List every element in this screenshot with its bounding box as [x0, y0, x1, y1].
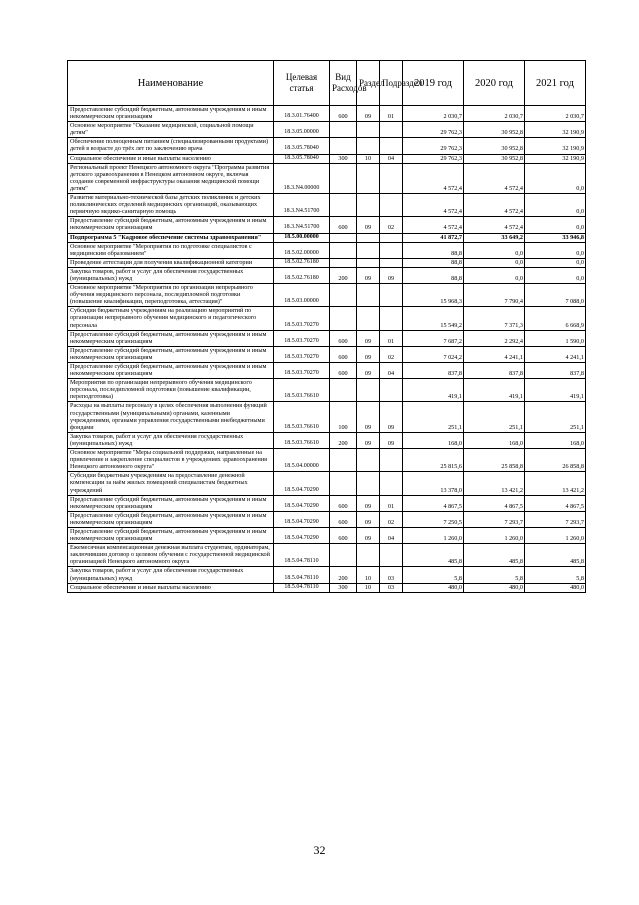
row-name-cell: Предоставление субсидий бюджетным, автономным учреждениям и иным некоммерческим организациям — [68, 330, 274, 346]
row-name-cell: Основное мероприятие "Оказание медицинской, социальной помощи детям" — [68, 122, 274, 138]
row-name-cell: Социальное обеспечение и иные выплаты населению — [68, 583, 274, 592]
row-value-2019-cell: 4 867,5 — [403, 495, 464, 511]
row-subsection-cell — [380, 307, 403, 330]
row-expense-type-cell — [330, 122, 357, 138]
row-expense-type-cell: 600 — [330, 511, 357, 527]
table-row — [68, 242, 586, 258]
row-value-2020-cell: 4 572,4 — [464, 194, 525, 217]
row-name-cell: Предоставление субсидий бюджетным, автономным учреждениям и иным некоммерческим организациям — [68, 495, 274, 511]
row-value-2021-cell: 32 190,9 — [525, 154, 586, 163]
table-row — [68, 449, 586, 472]
row-value-2020-cell: 0,0 — [464, 267, 525, 283]
row-name-cell: Предоставление субсидий бюджетным, автономным учреждениям и иным некоммерческим организациям — [68, 217, 274, 233]
row-name-cell: Предоставление субсидий бюджетным, автономным учреждениям и иным некоммерческим организациям — [68, 346, 274, 362]
header-subsection: Подраздел — [380, 61, 403, 106]
row-subsection-cell — [380, 122, 403, 138]
row-subsection-cell: 02 — [380, 217, 403, 233]
row-value-2019-cell: 7 250,5 — [403, 511, 464, 527]
row-subsection-cell: 03 — [380, 567, 403, 583]
row-section-cell — [357, 163, 380, 193]
row-value-2021-cell: 7 293,7 — [525, 511, 586, 527]
row-subsection-cell: 01 — [380, 106, 403, 122]
row-target-article-cell: 18.5.04.78110 — [274, 544, 330, 567]
row-value-2020-cell: 7 371,3 — [464, 307, 525, 330]
row-section-cell — [357, 122, 380, 138]
row-value-2020-cell: 1 260,0 — [464, 527, 525, 543]
table-row — [68, 363, 586, 379]
row-value-2020-cell: 168,0 — [464, 432, 525, 448]
table-row — [68, 267, 586, 283]
row-name-cell: Проведение аттестации для получения квалификационной категории — [68, 258, 274, 267]
row-value-2021-cell: 32 190,9 — [525, 122, 586, 138]
row-subsection-cell — [380, 472, 403, 495]
row-subsection-cell — [380, 163, 403, 193]
table-row — [68, 379, 586, 402]
row-value-2019-cell: 2 030,7 — [403, 106, 464, 122]
row-name-cell: Основное мероприятие "Мероприятия по подготовке специалистов с медицинским образованием" — [68, 242, 274, 258]
row-target-article-cell: 18.5.04.00000 — [274, 449, 330, 472]
table-row — [68, 284, 586, 307]
row-target-article-cell: 18.5.04.70290 — [274, 527, 330, 543]
row-section-cell: 09 — [357, 511, 380, 527]
row-section-cell — [357, 307, 380, 330]
row-expense-type-cell: 100 — [330, 402, 357, 432]
table-row — [68, 432, 586, 448]
row-value-2020-cell: 0,0 — [464, 242, 525, 258]
table-row — [68, 194, 586, 217]
row-value-2019-cell: 7 687,2 — [403, 330, 464, 346]
budget-table — [67, 60, 586, 593]
table-row — [68, 567, 586, 583]
row-target-article-cell: 18.5.03.76610 — [274, 432, 330, 448]
row-name-cell: Региональный проект Ненецкого автономного округа "Программа развития детского здравоохранения в Ненецком автономном округе, включая создание современной инфраструктуры оказания медицинской помощи детям" — [68, 163, 274, 193]
row-name-cell: Расходы на выплаты персоналу в целях обеспечения выполнения функций государственными (муниципальными) органами, казенными учреждениями, органами управления государственными внебюджетными фондами — [68, 402, 274, 432]
table-row — [68, 258, 586, 267]
row-value-2019-cell: 168,0 — [403, 432, 464, 448]
row-expense-type-cell — [330, 379, 357, 402]
budget-table-container — [67, 60, 585, 593]
row-subsection-cell — [380, 544, 403, 567]
row-name-cell: Основное мероприятие "Меры социальной поддержки, направленные на привлечение и закрепление специалистов в учреждениях здравоохранения Ненецкого автономного округа" — [68, 449, 274, 472]
table-row — [68, 138, 586, 154]
row-subsection-cell — [380, 138, 403, 154]
row-expense-type-cell: 300 — [330, 154, 357, 163]
row-subsection-cell — [380, 258, 403, 267]
row-section-cell — [357, 258, 380, 267]
row-value-2021-cell: 1 260,0 — [525, 527, 586, 543]
row-expense-type-cell: 200 — [330, 432, 357, 448]
row-expense-type-cell — [330, 544, 357, 567]
row-section-cell: 09 — [357, 106, 380, 122]
table-row — [68, 163, 586, 193]
row-section-cell — [357, 194, 380, 217]
row-name-cell: Подпрограмма 5 "Кадровое обеспечение системы здравоохранения" — [68, 233, 274, 242]
row-name-cell: Закупка товаров, работ и услуг для обеспечения государственных (муниципальных) нужд — [68, 567, 274, 583]
row-target-article-cell: 18.3.N4.51700 — [274, 194, 330, 217]
row-target-article-cell: 18.5.03.70270 — [274, 307, 330, 330]
row-expense-type-cell — [330, 194, 357, 217]
row-value-2021-cell: 0,0 — [525, 217, 586, 233]
row-section-cell — [357, 379, 380, 402]
row-name-cell: Предоставление субсидий бюджетным, автономным учреждениям и иным некоммерческим организациям — [68, 527, 274, 543]
row-subsection-cell — [380, 233, 403, 242]
table-row — [68, 307, 586, 330]
row-expense-type-cell: 200 — [330, 267, 357, 283]
row-section-cell — [357, 544, 380, 567]
header-year-2021: 2021 год — [525, 61, 586, 106]
row-value-2019-cell: 25 815,6 — [403, 449, 464, 472]
row-value-2021-cell: 6 668,9 — [525, 307, 586, 330]
row-value-2020-cell: 5,8 — [464, 567, 525, 583]
row-target-article-cell: 18.3.05.00000 — [274, 122, 330, 138]
row-target-article-cell: 18.5.02.00000 — [274, 242, 330, 258]
header-year-2020: 2020 год — [464, 61, 525, 106]
row-value-2021-cell: 4 241,1 — [525, 346, 586, 362]
row-value-2019-cell: 419,1 — [403, 379, 464, 402]
row-subsection-cell — [380, 242, 403, 258]
row-value-2019-cell: 88,8 — [403, 267, 464, 283]
row-expense-type-cell: 600 — [330, 330, 357, 346]
table-row — [68, 106, 586, 122]
row-name-cell: Развитие материально-технической базы детских поликлиник и детских поликлинических отделений медицинских организаций, оказывающих первичную медико-санитарную помощь — [68, 194, 274, 217]
row-section-cell: 09 — [357, 402, 380, 432]
row-value-2020-cell: 0,0 — [464, 258, 525, 267]
row-value-2019-cell: 29 762,3 — [403, 138, 464, 154]
row-value-2021-cell: 837,8 — [525, 363, 586, 379]
row-value-2020-cell: 33 649,2 — [464, 233, 525, 242]
row-expense-type-cell — [330, 307, 357, 330]
row-value-2019-cell: 837,8 — [403, 363, 464, 379]
row-target-article-cell: 18.5.04.70290 — [274, 472, 330, 495]
row-expense-type-cell — [330, 472, 357, 495]
row-section-cell — [357, 138, 380, 154]
row-name-cell: Предоставление субсидий бюджетным, автономным учреждениям и иным некоммерческим организациям — [68, 106, 274, 122]
row-subsection-cell — [380, 194, 403, 217]
row-name-cell: Предоставление субсидий бюджетным, автономным учреждениям и иным некоммерческим организациям — [68, 511, 274, 527]
row-value-2019-cell: 88,8 — [403, 258, 464, 267]
row-name-cell: Основное мероприятие "Мероприятия по организации непрерывного обучения медицинского персонала, последипломной подготовки (повышение квалификации, переподготовка, аттестация)" — [68, 284, 274, 307]
row-value-2021-cell: 32 190,9 — [525, 138, 586, 154]
row-name-cell: Обеспечение полноценным питанием (специализированными продуктами) детей в возрасте до трёх лет по заключению врача — [68, 138, 274, 154]
header-year-2019: 2019 год — [403, 61, 464, 106]
header-name: Наименование — [68, 61, 274, 106]
table-row — [68, 527, 586, 543]
row-expense-type-cell: 600 — [330, 106, 357, 122]
row-value-2021-cell: 2 030,7 — [525, 106, 586, 122]
row-expense-type-cell: 600 — [330, 346, 357, 362]
row-section-cell: 10 — [357, 154, 380, 163]
row-expense-type-cell — [330, 163, 357, 193]
table-row — [68, 495, 586, 511]
table-row — [68, 472, 586, 495]
row-subsection-cell — [380, 379, 403, 402]
row-expense-type-cell — [330, 449, 357, 472]
row-value-2021-cell: 4 867,5 — [525, 495, 586, 511]
row-value-2021-cell: 251,1 — [525, 402, 586, 432]
row-value-2021-cell: 485,8 — [525, 544, 586, 567]
row-value-2019-cell: 15 968,3 — [403, 284, 464, 307]
row-expense-type-cell — [330, 284, 357, 307]
row-value-2019-cell: 7 024,2 — [403, 346, 464, 362]
row-target-article-cell: 18.3.N4.51700 — [274, 217, 330, 233]
row-name-cell: Мероприятия по организации непрерывного обучения медицинского персонала, последипломной подготовки (повышение квалификации, переподготовка) — [68, 379, 274, 402]
row-target-article-cell: 18.5.00.00000 — [274, 233, 330, 242]
row-expense-type-cell: 200 — [330, 567, 357, 583]
row-subsection-cell: 01 — [380, 495, 403, 511]
header-section: Раздел — [357, 61, 380, 106]
row-value-2019-cell: 88,8 — [403, 242, 464, 258]
row-value-2020-cell: 30 952,8 — [464, 154, 525, 163]
row-section-cell: 10 — [357, 567, 380, 583]
row-name-cell: Предоставление субсидий бюджетным, автономным учреждениям и иным некоммерческим организациям — [68, 363, 274, 379]
row-name-cell: Ежемесячная компенсационная денежная выплата студентам, ординаторам, заключившим договор о целевом обучении с государственной медицинской организацией Ненецкого автономного округа — [68, 544, 274, 567]
row-name-cell: Закупка товаров, работ и услуг для обеспечения государственных (муниципальных) нужд — [68, 267, 274, 283]
row-target-article-cell: 18.5.03.70270 — [274, 363, 330, 379]
row-value-2020-cell: 25 858,8 — [464, 449, 525, 472]
row-value-2020-cell: 4 867,5 — [464, 495, 525, 511]
table-row — [68, 217, 586, 233]
row-section-cell — [357, 284, 380, 307]
row-target-article-cell: 18.5.04.70290 — [274, 511, 330, 527]
row-value-2020-cell: 7 790,4 — [464, 284, 525, 307]
row-value-2019-cell: 4 572,4 — [403, 163, 464, 193]
row-value-2020-cell: 2 030,7 — [464, 106, 525, 122]
row-value-2020-cell: 485,8 — [464, 544, 525, 567]
row-target-article-cell: 18.3.05.78040 — [274, 154, 330, 163]
row-subsection-cell: 01 — [380, 330, 403, 346]
row-target-article-cell: 18.5.03.70270 — [274, 346, 330, 362]
row-name-cell: Субсидии бюджетным учреждениям на предоставление денежной компенсации за наём жилых помещений специалистам бюджетных учреждений — [68, 472, 274, 495]
row-value-2019-cell: 5,8 — [403, 567, 464, 583]
row-section-cell — [357, 233, 380, 242]
row-expense-type-cell: 300 — [330, 583, 357, 592]
row-section-cell — [357, 449, 380, 472]
row-expense-type-cell — [330, 242, 357, 258]
row-value-2021-cell: 0,0 — [525, 163, 586, 193]
row-value-2021-cell: 0,0 — [525, 242, 586, 258]
row-subsection-cell: 09 — [380, 432, 403, 448]
row-expense-type-cell — [330, 138, 357, 154]
row-name-cell: Субсидии бюджетным учреждениям на реализацию мероприятий по организации непрерывного обучения медицинского и педагогического персонала — [68, 307, 274, 330]
row-value-2020-cell: 251,1 — [464, 402, 525, 432]
row-subsection-cell: 04 — [380, 527, 403, 543]
row-expense-type-cell: 600 — [330, 495, 357, 511]
row-subsection-cell: 09 — [380, 267, 403, 283]
table-row — [68, 402, 586, 432]
row-target-article-cell: 18.5.03.70270 — [274, 330, 330, 346]
row-value-2019-cell: 251,1 — [403, 402, 464, 432]
row-expense-type-cell: 600 — [330, 363, 357, 379]
row-subsection-cell — [380, 449, 403, 472]
row-section-cell: 09 — [357, 346, 380, 362]
table-body — [68, 106, 586, 593]
table-row — [68, 330, 586, 346]
row-section-cell: 09 — [357, 527, 380, 543]
row-value-2021-cell: 0,0 — [525, 194, 586, 217]
row-section-cell: 09 — [357, 267, 380, 283]
row-value-2020-cell: 30 952,8 — [464, 122, 525, 138]
row-value-2020-cell: 837,8 — [464, 363, 525, 379]
row-value-2020-cell: 13 421,2 — [464, 472, 525, 495]
row-subsection-cell: 03 — [380, 583, 403, 592]
table-row — [68, 122, 586, 138]
row-value-2020-cell: 4 241,1 — [464, 346, 525, 362]
table-row — [68, 154, 586, 163]
row-value-2021-cell: 419,1 — [525, 379, 586, 402]
row-section-cell: 09 — [357, 363, 380, 379]
row-name-cell: Закупка товаров, работ и услуг для обеспечения государственных (муниципальных) нужд — [68, 432, 274, 448]
row-value-2019-cell: 13 378,0 — [403, 472, 464, 495]
row-target-article-cell: 18.5.03.76610 — [274, 402, 330, 432]
row-value-2021-cell: 480,0 — [525, 583, 586, 592]
row-section-cell: 09 — [357, 432, 380, 448]
row-name-cell: Социальное обеспечение и иные выплаты населению — [68, 154, 274, 163]
row-target-article-cell: 18.5.04.78110 — [274, 567, 330, 583]
row-target-article-cell: 18.3.N4.00000 — [274, 163, 330, 193]
row-value-2021-cell: 33 946,8 — [525, 233, 586, 242]
row-expense-type-cell: 600 — [330, 217, 357, 233]
row-section-cell — [357, 242, 380, 258]
row-target-article-cell: 18.3.01.76400 — [274, 106, 330, 122]
row-target-article-cell: 18.5.03.00000 — [274, 284, 330, 307]
row-value-2021-cell: 168,0 — [525, 432, 586, 448]
row-value-2021-cell: 7 088,0 — [525, 284, 586, 307]
row-value-2019-cell: 4 572,4 — [403, 217, 464, 233]
row-target-article-cell: 18.5.02.76180 — [274, 258, 330, 267]
row-value-2019-cell: 1 260,0 — [403, 527, 464, 543]
row-subsection-cell: 02 — [380, 346, 403, 362]
row-value-2019-cell: 485,8 — [403, 544, 464, 567]
row-target-article-cell: 18.5.04.70290 — [274, 495, 330, 511]
page-number: 32 — [313, 843, 326, 857]
row-value-2020-cell: 7 293,7 — [464, 511, 525, 527]
row-value-2021-cell: 0,0 — [525, 267, 586, 283]
row-target-article-cell: 18.5.02.76180 — [274, 267, 330, 283]
table-row — [68, 511, 586, 527]
row-expense-type-cell — [330, 233, 357, 242]
row-value-2019-cell: 29 762,3 — [403, 122, 464, 138]
row-section-cell: 10 — [357, 583, 380, 592]
row-value-2020-cell: 30 952,8 — [464, 138, 525, 154]
row-value-2021-cell: 5,8 — [525, 567, 586, 583]
row-expense-type-cell — [330, 258, 357, 267]
row-value-2019-cell: 29 762,3 — [403, 154, 464, 163]
row-subsection-cell: 09 — [380, 402, 403, 432]
row-target-article-cell: 18.5.04.78110 — [274, 583, 330, 592]
row-subsection-cell: 02 — [380, 511, 403, 527]
table-row — [68, 346, 586, 362]
row-section-cell: 09 — [357, 217, 380, 233]
row-section-cell: 09 — [357, 330, 380, 346]
header-target-article: Целевая статья — [274, 61, 330, 106]
row-value-2019-cell: 4 572,4 — [403, 194, 464, 217]
table-row — [68, 544, 586, 567]
row-subsection-cell: 04 — [380, 363, 403, 379]
row-value-2021-cell: 26 858,8 — [525, 449, 586, 472]
row-value-2019-cell: 480,0 — [403, 583, 464, 592]
row-target-article-cell: 18.3.05.78040 — [274, 138, 330, 154]
row-value-2020-cell: 480,0 — [464, 583, 525, 592]
row-subsection-cell — [380, 284, 403, 307]
row-value-2020-cell: 4 572,4 — [464, 163, 525, 193]
row-subsection-cell: 04 — [380, 154, 403, 163]
row-value-2021-cell: 13 421,2 — [525, 472, 586, 495]
header-expense-type: Вид Расходов — [330, 61, 357, 106]
row-value-2020-cell: 4 572,4 — [464, 217, 525, 233]
row-value-2020-cell: 2 292,4 — [464, 330, 525, 346]
row-value-2021-cell: 0,0 — [525, 258, 586, 267]
table-row — [68, 583, 586, 592]
table-row — [68, 233, 586, 242]
table-header-row — [68, 61, 586, 106]
row-section-cell — [357, 472, 380, 495]
row-section-cell: 09 — [357, 495, 380, 511]
row-value-2019-cell: 41 872,7 — [403, 233, 464, 242]
row-target-article-cell: 18.5.03.76610 — [274, 379, 330, 402]
row-value-2021-cell: 1 590,0 — [525, 330, 586, 346]
row-value-2020-cell: 419,1 — [464, 379, 525, 402]
row-expense-type-cell: 600 — [330, 527, 357, 543]
row-value-2019-cell: 15 549,2 — [403, 307, 464, 330]
